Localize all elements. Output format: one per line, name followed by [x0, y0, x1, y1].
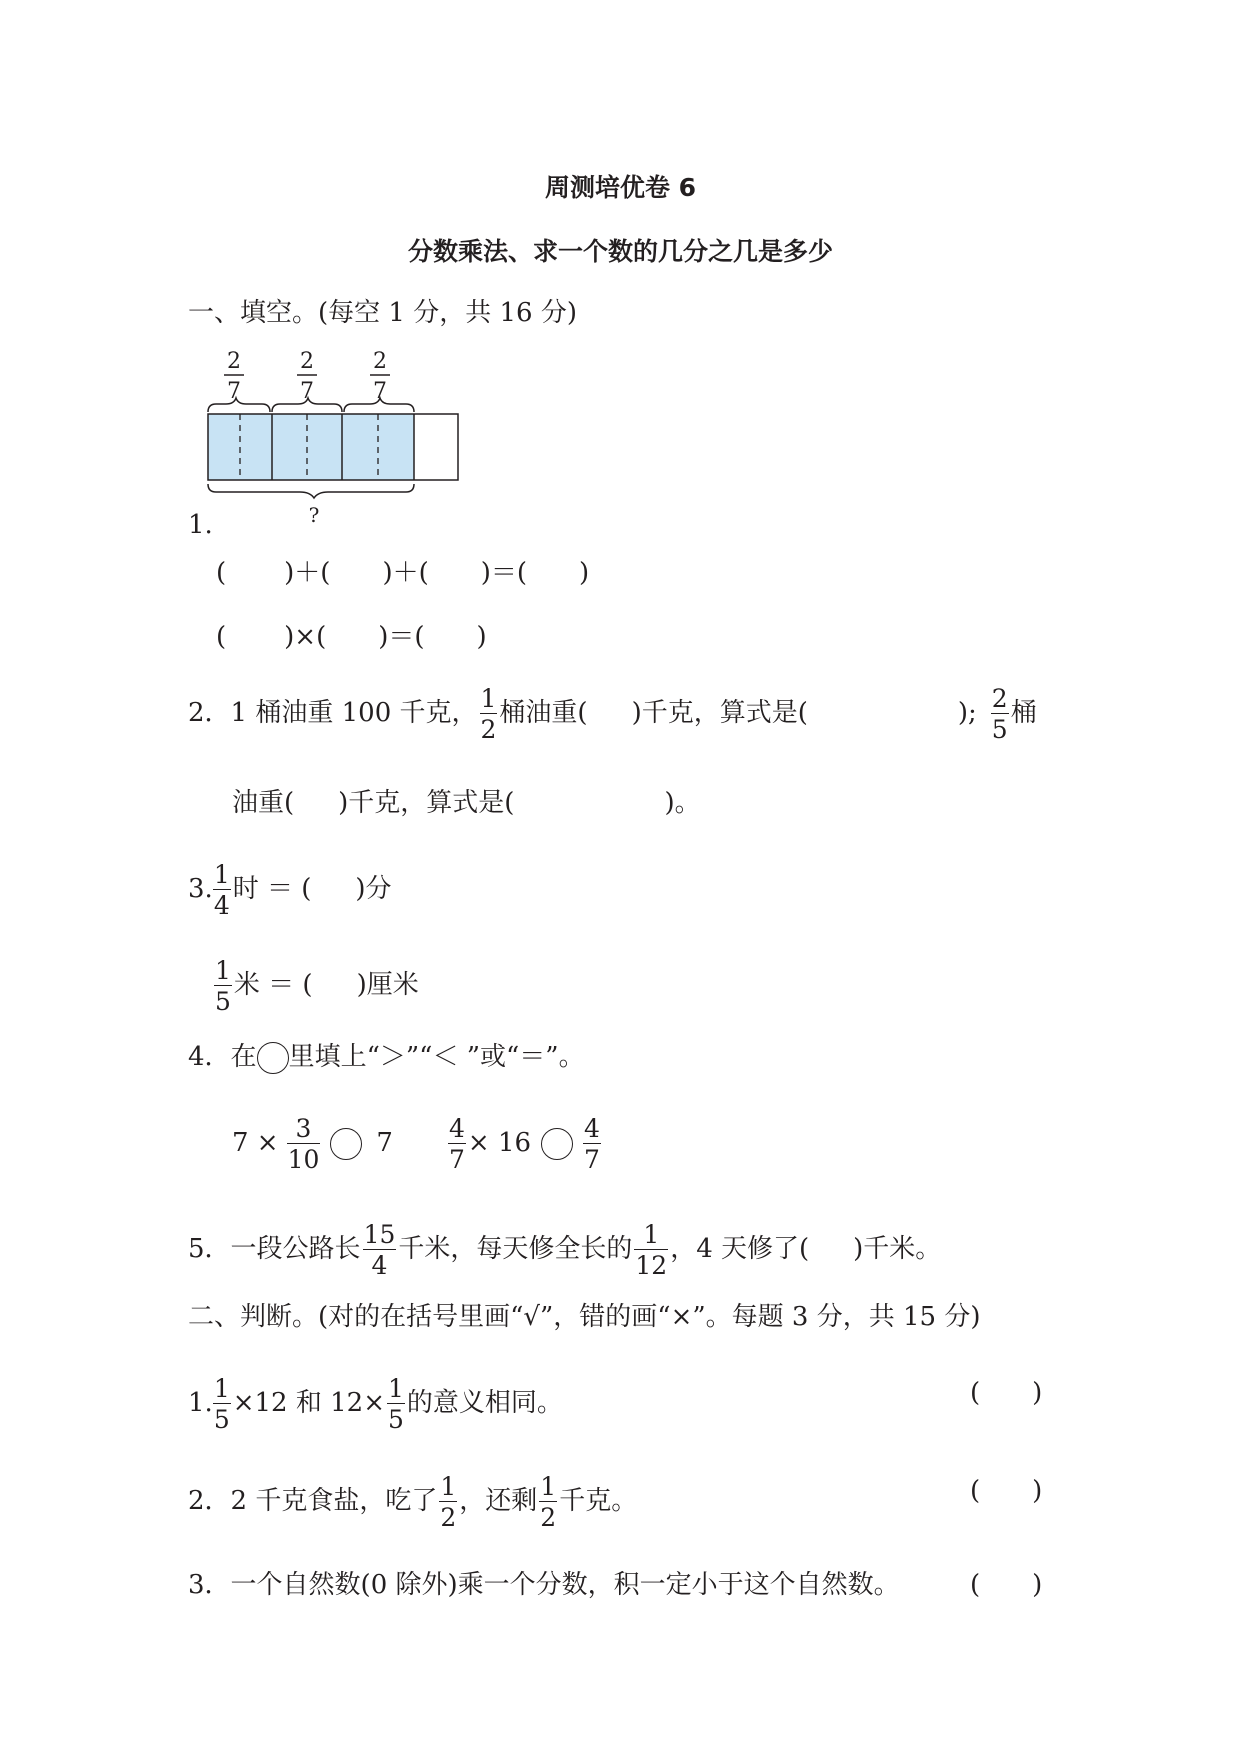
text: 米 ＝ ( [233, 970, 313, 1000]
answer-circle[interactable] [330, 1128, 362, 1160]
s2-q2-line [188, 1474, 637, 1530]
section1-heading: 一、填空。(每空 1 分，共 16 分) [188, 298, 577, 328]
numerator: 2 [991, 684, 1008, 713]
numerator: 4 [449, 1114, 465, 1143]
denominator: 4 [371, 1251, 388, 1280]
q2-line2 [232, 786, 701, 820]
s2-q3-answer-bracket[interactable]: ( ) [970, 1570, 1043, 1600]
text: ，还剩 [459, 1486, 538, 1516]
text: 一个自然数(0 除外)乘一个分数，积一定小于这个自然数。 [230, 1570, 900, 1600]
text: )千米。 [853, 1234, 942, 1264]
text: 桶油重( [499, 698, 588, 728]
s2-q1-number: 1. [188, 1388, 213, 1418]
text: )千克，算式是( [631, 698, 808, 728]
text: 里填上“＞”“＜ ”或“＝”。 [288, 1042, 585, 1072]
brace-label-2-den: 7 [300, 379, 314, 404]
q1-number: 1. [188, 510, 213, 540]
denominator: 10 [287, 1145, 320, 1174]
numerator: 15 [363, 1220, 396, 1249]
text: 2 千克食盐，吃了 [230, 1486, 438, 1516]
text: ); [957, 698, 977, 728]
denominator: 5 [213, 1405, 230, 1434]
numerator: 1 [213, 1374, 230, 1403]
fraction [213, 1376, 231, 1432]
fraction [287, 1116, 321, 1172]
q5-number: 5． [188, 1234, 231, 1264]
text: )＋( [382, 558, 429, 588]
q4-instruction [188, 1040, 585, 1074]
numerator: 1 [480, 684, 497, 713]
numerator: 4 [584, 1114, 600, 1143]
brace-label-3-num: 2 [373, 349, 387, 374]
fraction [363, 1222, 397, 1278]
brace-label-3-den: 7 [373, 379, 387, 404]
s2-q1-answer-bracket[interactable]: ( ) [970, 1378, 1043, 1408]
text: )厘米 [356, 970, 419, 1000]
text: ×12 和 12× [232, 1388, 385, 1418]
s2-q1-line [188, 1376, 563, 1432]
text: ( [216, 558, 227, 588]
brace-label-1-num: 2 [227, 349, 241, 374]
text: 1 桶油重 100 千克， [230, 698, 478, 728]
fraction [480, 686, 498, 742]
text: 千米，每天修全长的 [398, 1234, 633, 1264]
bottom-brace [208, 484, 414, 498]
text: ( [216, 622, 227, 652]
denominator: 4 [213, 891, 230, 920]
text: 时 ＝ ( [232, 874, 312, 904]
q4-number: 4． [188, 1042, 231, 1072]
text: ) [579, 558, 590, 588]
text: )。 [664, 788, 701, 818]
denominator: 5 [991, 715, 1008, 744]
q2-line1 [188, 686, 1037, 742]
fraction [583, 1116, 601, 1172]
answer-circle[interactable] [541, 1128, 573, 1160]
q5-line [188, 1222, 941, 1278]
denominator: 5 [215, 987, 231, 1016]
page-subtitle: 分数乘法、求一个数的几分之几是多少 [407, 237, 833, 266]
text: 7 × [232, 1128, 279, 1158]
text: 7 [376, 1128, 393, 1158]
q1-figure [200, 346, 470, 526]
denominator: 2 [440, 1503, 457, 1532]
text: )＝( [378, 622, 425, 652]
numerator: 3 [287, 1116, 321, 1144]
page-title: 周测培优卷 6 [544, 173, 697, 202]
question-mark: ? [308, 503, 320, 526]
denominator: 7 [449, 1145, 465, 1174]
text: 在 [230, 1042, 257, 1072]
text: 一段公路长 [230, 1234, 361, 1264]
fraction [634, 1222, 668, 1278]
s2-q3-number: 3． [188, 1570, 231, 1600]
text: 千克。 [559, 1486, 638, 1516]
denominator: 2 [480, 715, 497, 744]
fraction [448, 1116, 466, 1172]
text: × 16 [467, 1128, 532, 1158]
text: ，4 天修了( [670, 1234, 810, 1264]
text: 油重( [232, 788, 295, 818]
denominator: 12 [635, 1251, 668, 1280]
q3-line2 [214, 958, 419, 1014]
denominator: 7 [584, 1145, 600, 1174]
text: 的意义相同。 [406, 1388, 563, 1418]
shaded-region [208, 414, 414, 480]
text: )＝( [480, 558, 528, 588]
text: )千克，算式是( [338, 788, 515, 818]
fraction [214, 958, 232, 1014]
q3-number: 3. [188, 874, 213, 904]
text: ) [476, 622, 487, 652]
q1-addition-line [216, 556, 589, 590]
numerator: 1 [634, 1222, 668, 1250]
fraction [991, 686, 1009, 742]
section2-heading: 二、判断。(对的在括号里画“√”，错的画“×”。每题 3 分，共 15 分) [188, 1302, 981, 1332]
text: )分 [355, 874, 392, 904]
s2-q3-line [188, 1568, 900, 1602]
top-brace-3 [344, 398, 414, 412]
denominator: 2 [540, 1503, 557, 1532]
comparison-circle-icon [257, 1042, 289, 1074]
text: )＋( [284, 558, 331, 588]
fraction [539, 1474, 557, 1530]
numerator: 1 [540, 1472, 557, 1501]
numerator: 1 [388, 1374, 404, 1403]
text: )×( [284, 622, 327, 652]
text: 桶 [1010, 698, 1037, 728]
fraction-bar-diagram [200, 346, 470, 526]
numerator: 1 [215, 956, 231, 985]
fraction [213, 862, 231, 918]
q2-number: 2． [188, 698, 231, 728]
numerator: 1 [440, 1472, 457, 1501]
numerator: 1 [213, 860, 230, 889]
q4-expression-1 [232, 1116, 393, 1172]
denominator: 5 [388, 1405, 404, 1434]
brace-label-1-den: 7 [227, 379, 241, 404]
brace-label-2-num: 2 [300, 349, 314, 374]
q4-expression-2 [446, 1116, 603, 1172]
fraction [387, 1376, 405, 1432]
q1-multiplication-line [216, 620, 487, 654]
s2-q2-number: 2． [188, 1486, 231, 1516]
q3-line1 [188, 862, 392, 918]
fraction [439, 1474, 457, 1530]
top-brace-2 [272, 398, 342, 412]
s2-q2-answer-bracket[interactable]: ( ) [970, 1476, 1043, 1506]
